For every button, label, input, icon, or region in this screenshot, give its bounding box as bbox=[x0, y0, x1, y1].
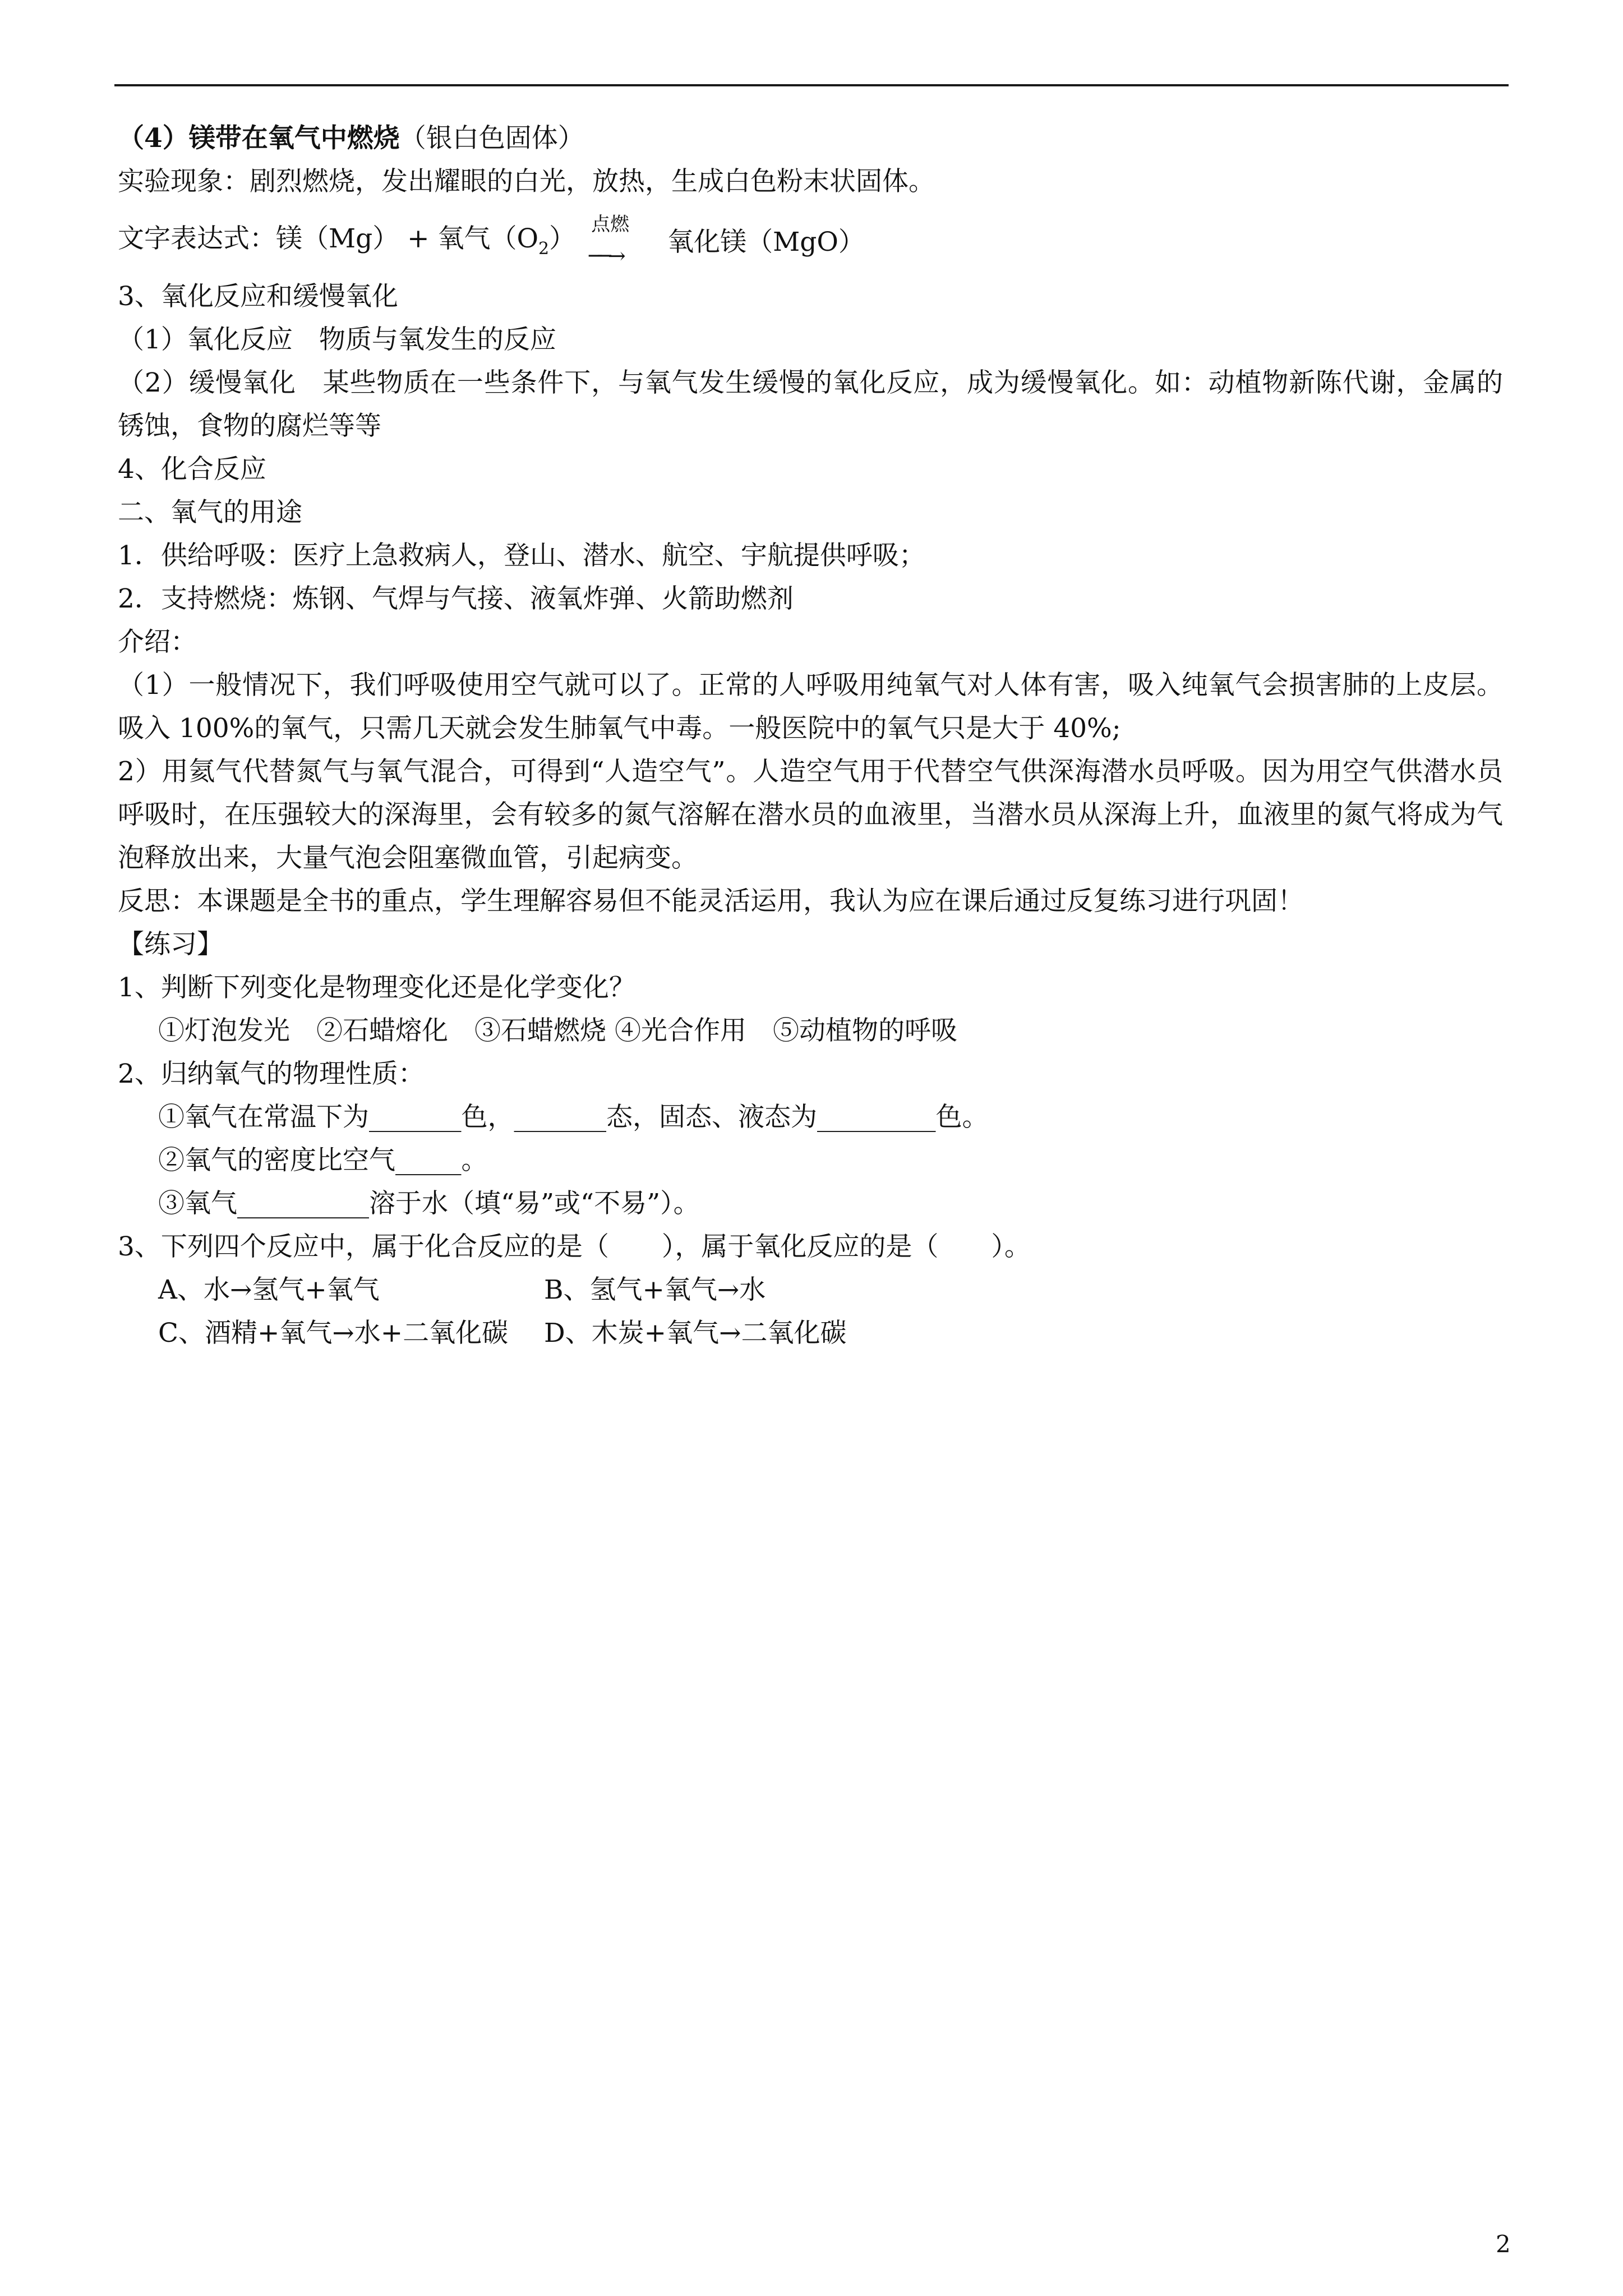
magnesium-phenomenon: 实验现象：剧烈燃烧，发出耀眼的白光，放热，生成白色粉末状固体。 bbox=[118, 166, 935, 197]
equation-close-paren: ） bbox=[549, 223, 576, 254]
magnesium-heading-note: （银白色固体） bbox=[399, 123, 584, 154]
magnesium-word-equation bbox=[118, 203, 1509, 267]
question-3-row-2 bbox=[118, 1312, 1509, 1355]
question-2-item-c: ③氧气__________溶于水（填“易”或“不易”）。 bbox=[158, 1188, 700, 1219]
equation-product: 氧化镁（MgO） bbox=[667, 227, 865, 257]
question-2: 2、归纳氧气的物理性质： bbox=[118, 1059, 425, 1089]
intro-label: 介绍： bbox=[118, 627, 197, 657]
oxygen-uses-title: 二、氧气的用途 bbox=[118, 497, 302, 528]
question-1: 1、判断下列变化是物理变化还是化学变化？ bbox=[118, 972, 635, 1003]
use-combustion: 2．支持燃烧：炼钢、气焊与气接、液氧炸弹、火箭助燃剂 bbox=[118, 583, 794, 614]
page-number: 2 bbox=[1496, 2230, 1511, 2258]
combination-reaction-title: 4、化合反应 bbox=[118, 454, 266, 485]
use-respiration: 1．供给呼吸：医疗上急救病人，登山、潜水、航空、宇航提供呼吸； bbox=[118, 540, 925, 571]
oxidation-definition: （1）氧化反应 物质与氧发生的反应 bbox=[118, 324, 556, 355]
section3-title: 3、氧化反应和缓慢氧化 bbox=[118, 281, 398, 312]
option-c: C、酒精+氧气→水+二氧化碳 bbox=[158, 1318, 509, 1349]
header-rule bbox=[114, 84, 1509, 86]
reaction-condition: 点燃 bbox=[591, 213, 630, 236]
question-1-options: ①灯泡发光 ②石蜡熔化 ③石蜡燃烧 ④光合作用 ⑤动植物的呼吸 bbox=[158, 1015, 957, 1046]
intro-paragraph-1: （1）一般情况下，我们呼吸使用空气就可以了。正常的人呼吸用纯氧气对人体有害，吸入纯氧气会损害肺的上皮层。吸入 100%的氧气，只需几天就会发生肺氧气中毒。一般医院中的氧气只是大于 40%; bbox=[118, 670, 1503, 744]
reflection: 反思：本课题是全书的重点，学生理解容易但不能灵活运用，我认为应在课后通过反复练习进行巩固！ bbox=[118, 886, 1304, 917]
reaction-arrow bbox=[589, 213, 651, 268]
page-content bbox=[118, 117, 1509, 1355]
intro-paragraph-2: 2）用氦气代替氮气与氧气混合，可得到“人造空气”。人造空气用于代替空气供深海潜水员呼吸。因为用空气供潜水员呼吸时，在压强较大的深海里，会有较多的氮气溶解在潜水员的血液里，当潜水员从深海上升，血液里的氮气将成为气泡释放出来，大量气泡会阻塞微血管，引起病变。 bbox=[118, 756, 1503, 873]
question-3-row-1 bbox=[118, 1268, 1509, 1312]
magnesium-heading-bold: （4）镁带在氧气中燃烧 bbox=[118, 123, 400, 154]
magnesium-heading bbox=[118, 117, 1509, 160]
equation-reactants-text: 文字表达式：镁（Mg） + 氧气（O bbox=[118, 223, 539, 254]
slow-oxidation-definition: （2）缓慢氧化 某些物质在一些条件下，与氧气发生缓慢的氧化反应，成为缓慢氧化。如：动植物新陈代谢，金属的锈蚀，食物的腐烂等等 bbox=[118, 367, 1503, 441]
equation-subscript: 2 bbox=[538, 239, 550, 259]
question-2-item-a: ①氧气在常温下为_______色，_______态，固态、液态为_________色。 bbox=[158, 1102, 989, 1133]
equation-reactants bbox=[118, 217, 575, 264]
option-a: A、水→氢气+氧气 bbox=[158, 1274, 380, 1305]
option-b: B、氢气+氧气→水 bbox=[544, 1274, 766, 1305]
option-d: D、木炭+氧气→二氧化碳 bbox=[544, 1318, 847, 1349]
practice-title: 【练习】 bbox=[118, 929, 223, 960]
question-3: 3、下列四个反应中，属于化合反应的是（ ），属于氧化反应的是（ ）。 bbox=[118, 1231, 1031, 1262]
question-2-item-b: ②氧气的密度比空气_____。 bbox=[158, 1145, 488, 1176]
arrow-icon: ──→ bbox=[589, 243, 623, 268]
